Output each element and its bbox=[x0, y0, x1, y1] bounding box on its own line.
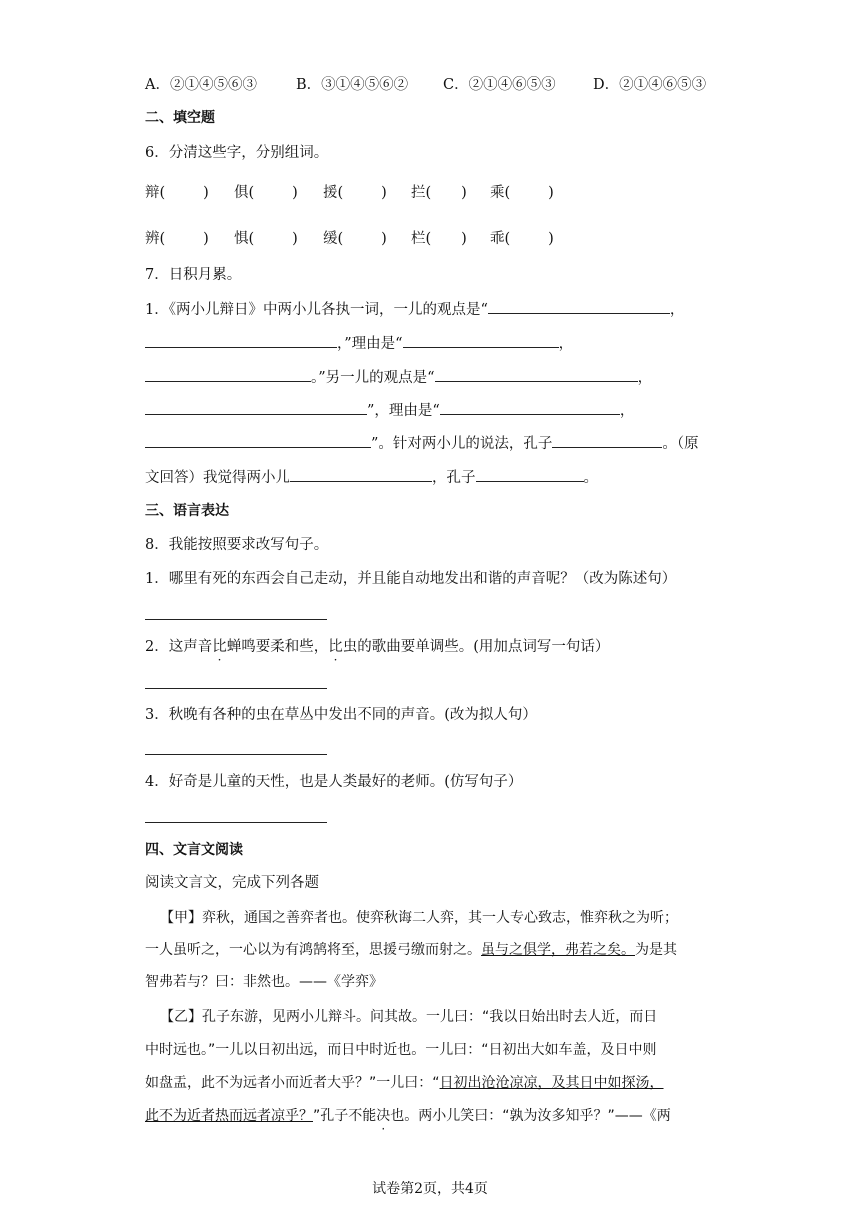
word-item: 辨( ) bbox=[145, 231, 209, 247]
passage-yi-line-2: 中时远也。”一儿以日初出远，而日中时近也。一儿曰：“日初出大如车盖，及日中则 bbox=[145, 1042, 657, 1058]
q7-line-5: ”。针对两小儿的说法，孔子 。（原 bbox=[145, 433, 699, 454]
q7-line-4: ”，理由是“ ， bbox=[145, 400, 634, 421]
q7-line-6: 文回答）我觉得两小儿 ，孔子 。 bbox=[145, 467, 598, 488]
word-item: 俱( ) bbox=[234, 185, 298, 201]
answer-blank[interactable] bbox=[290, 467, 432, 482]
question-7: 7．日积月累。 bbox=[145, 267, 242, 283]
answer-line[interactable] bbox=[145, 754, 327, 755]
answer-blank[interactable] bbox=[145, 333, 337, 348]
answer-blank[interactable] bbox=[552, 433, 662, 448]
answer-blank[interactable] bbox=[145, 433, 371, 448]
word-item: 缓( ) bbox=[323, 231, 387, 247]
word-item: 惧( ) bbox=[234, 231, 298, 247]
answer-line[interactable] bbox=[145, 619, 327, 620]
word-item: 拦( ) bbox=[411, 185, 467, 201]
word-item: 辩( ) bbox=[145, 185, 209, 201]
option-c: C．②①④⑥⑤③ bbox=[443, 77, 556, 93]
passage-jia-line-2: 一人虽听之，一心以为有鸿鹄将至，思援弓缴而射之。虽与之俱学，弗若之矣。为是其 bbox=[145, 942, 677, 958]
option-d: D．②①④⑥⑤③ bbox=[593, 77, 707, 93]
sentence-1: 1．哪里有死的东西会自己走动，并且能自动地发出和谐的声音呢？（改为陈述句） bbox=[145, 571, 677, 587]
q7-line-2: ，”理由是“ ， bbox=[145, 333, 573, 354]
word-item: 乖( ) bbox=[490, 231, 554, 247]
answer-blank[interactable] bbox=[440, 400, 620, 415]
question-8: 8．我能按照要求改写句子。 bbox=[145, 537, 329, 553]
answer-blank[interactable] bbox=[145, 400, 367, 415]
option-a: A．②①④⑤⑥③ bbox=[145, 77, 257, 93]
answer-line[interactable] bbox=[145, 822, 327, 823]
sentence-4: 4．好奇是儿童的天性，也是人类最好的老师。(仿写句子） bbox=[145, 774, 523, 790]
passage-yi-line-3: 如盘盂，此不为远者小而近者大乎？”一儿曰：“日初出沧沧凉凉，及其日中如探汤， bbox=[145, 1075, 664, 1091]
q7-line-1: 1．《两小儿辩日》中两小儿各执一词，一儿的观点是“ ， bbox=[145, 299, 684, 320]
passage-jia-line-1: 【甲】弈秋，通国之善弈者也。使弈秋诲二人弈，其一人专心致志，惟弈秋之为听； bbox=[160, 910, 678, 926]
answer-blank[interactable] bbox=[476, 467, 584, 482]
answer-blank[interactable] bbox=[488, 299, 670, 314]
answer-blank[interactable] bbox=[145, 367, 311, 382]
passage-jia-line-3: 智弗若与？曰：非然也。——《学弈》 bbox=[145, 974, 383, 990]
sentence-3: 3．秋晚有各种的虫在草丛中发出不同的声音。(改为拟人句） bbox=[145, 707, 537, 723]
answer-blank[interactable] bbox=[435, 367, 638, 382]
page-footer: 试卷第2页，共4页 bbox=[372, 1181, 488, 1197]
answer-line[interactable] bbox=[145, 688, 327, 689]
word-item: 乘( ) bbox=[490, 185, 554, 201]
reading-intro: 阅读文言文，完成下列各题 bbox=[145, 875, 319, 891]
answer-blank[interactable] bbox=[403, 333, 559, 348]
q7-line-3: 。”另一儿的观点是“ ， bbox=[145, 367, 652, 388]
word-item: 栏( ) bbox=[411, 231, 467, 247]
section-2-title: 二、填空题 bbox=[145, 110, 215, 126]
option-b: B．③①④⑤⑥② bbox=[296, 77, 409, 93]
word-item: 援( ) bbox=[323, 185, 387, 201]
sentence-2: 2．这声音比蝉鸣要柔和些，比虫的歌曲要单调些。(用加点词写一句话） bbox=[145, 639, 610, 655]
passage-yi-line-1: 【乙】孔子东游，见两小儿辩斗。问其故。一儿曰：“我以日始出时去人近，而日 bbox=[160, 1009, 658, 1025]
section-3-title: 三、语言表达 bbox=[145, 503, 229, 519]
passage-yi-line-4: 此不为近者热而远者凉乎？”孔子不能决也。两小儿笑曰：“孰为汝多知乎？”——《两 bbox=[145, 1108, 671, 1124]
section-4-title: 四、文言文阅读 bbox=[145, 842, 243, 858]
question-6: 6．分清这些字，分别组词。 bbox=[145, 145, 329, 161]
